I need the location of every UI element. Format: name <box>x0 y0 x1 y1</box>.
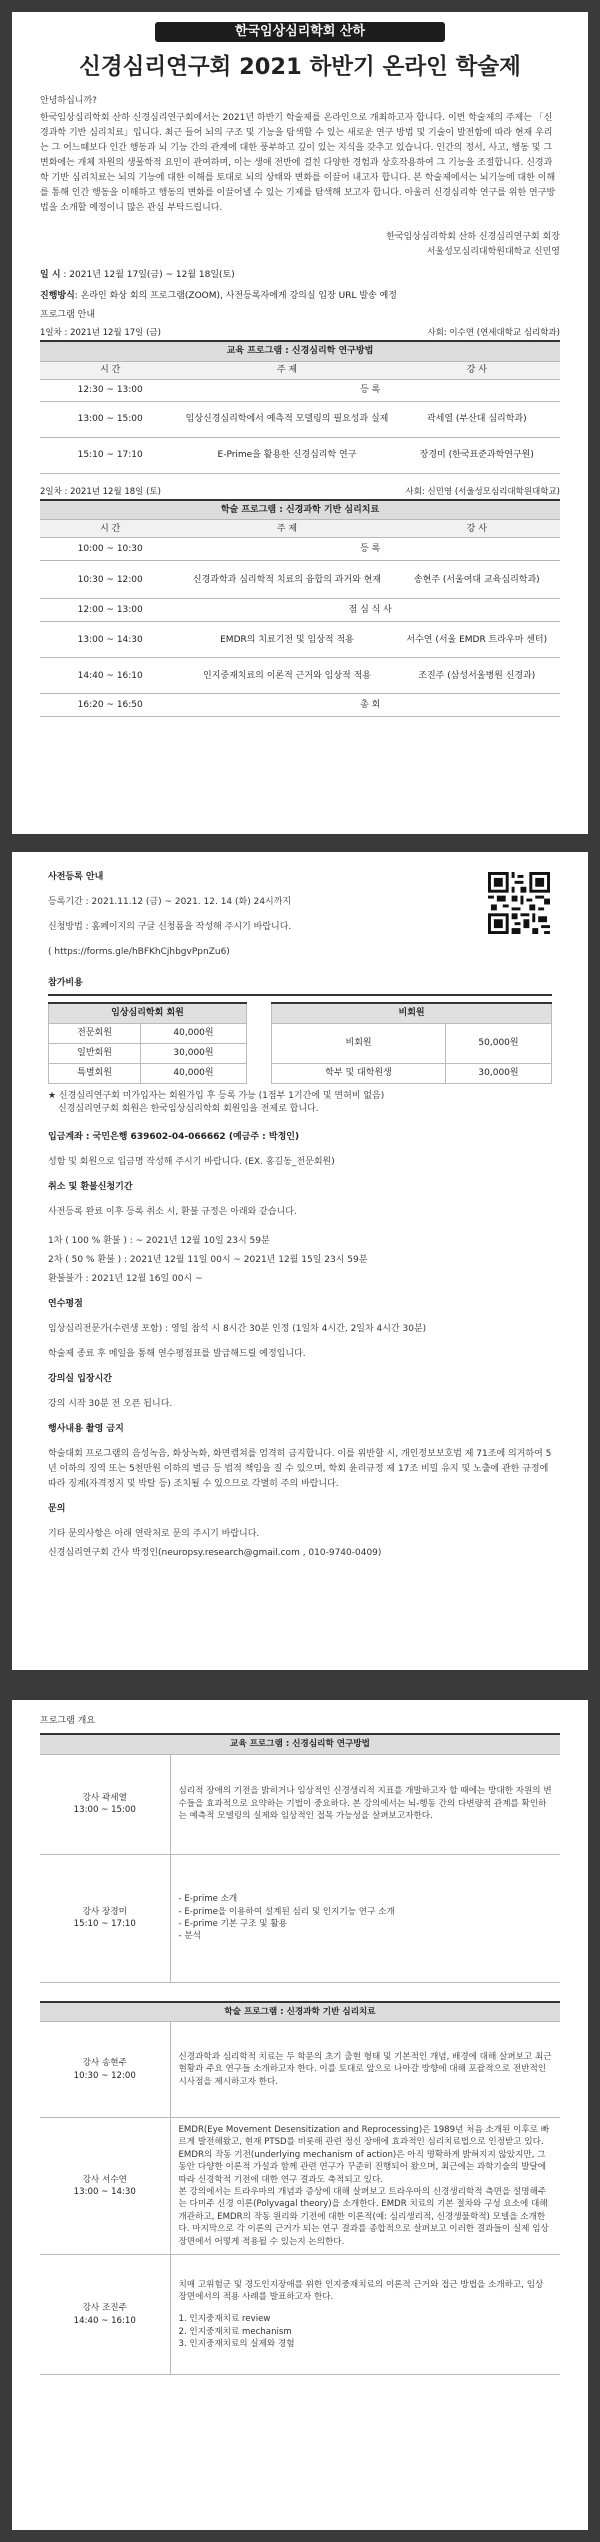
greeting: 안녕하십니까? <box>40 96 97 106</box>
day2-band: 학술 프로그램 : 신경과학 기반 심리치료 <box>40 500 560 520</box>
session-speaker <box>40 2022 170 2118</box>
session-list <box>179 2313 553 2350</box>
row-topic: EMDR의 치료기전 및 임상적 적용 <box>180 622 393 658</box>
entry-heading: 강의실 입장시간 <box>48 1373 112 1384</box>
table-row <box>40 2022 560 2118</box>
row-speaker: 조진주 (삼성서울병원 신경과) <box>394 658 560 694</box>
list-item: - E-prime을 이용하여 설계된 심리 및 인지기능 연구 소개 <box>178 1906 395 1917</box>
fees-nonmember-header: 비회원 <box>272 1003 552 1023</box>
session-desc: 신경과학과 심리학적 치료는 두 학문의 초기 출현 형태 및 기본적인 개념, 배경에 대해 살펴보고 최근 현황과 주요 연구들 소개하고자 한다. 이를 토대로 앞으로 나아갈 방향에 대해 포괄적으로 전반적인 시사점을 제시하고자 한다. <box>170 2022 560 2118</box>
refund-desc: 사전등록 완료 이후 등록 취소 시, 환불 규정은 아래와 같습니다. <box>48 1206 297 1217</box>
table-row <box>40 2255 560 2375</box>
session-desc-text: 치매 고위험군 및 경도인지장애를 위한 인지중재치료의 이론적 근거와 접근 방법을 소개하고, 임상 장면에서의 적용 사례를 발표하고자 한다. <box>178 2279 544 2302</box>
day1-band: 교육 프로그램 : 신경심리학 연구방법 <box>40 341 560 361</box>
list-item: - E-prime 소개 <box>178 1894 238 1905</box>
fee-type: 일반회원 <box>49 1043 141 1063</box>
session-desc <box>170 2255 560 2375</box>
entry-desc: 강의 시작 30분 전 오픈 됩니다. <box>48 1398 173 1409</box>
credit-heading: 연수평점 <box>48 1298 83 1309</box>
table-row <box>40 401 560 437</box>
row-topic: 임상신경심리학에서 예측적 모델링의 필요성과 실제 <box>180 401 393 437</box>
head-topic: 주 제 <box>180 520 393 538</box>
row-time: 13:00 ~ 15:00 <box>40 401 180 437</box>
registration-section <box>48 870 552 960</box>
list-item: - 분석 <box>178 1931 201 1942</box>
date-label: 일 시 <box>40 270 61 280</box>
credit-note: 학술제 종료 후 메일을 통해 연수평점표를 발급해드릴 예정입니다. <box>48 1348 306 1359</box>
fees-divider <box>48 994 552 996</box>
speaker-time: 15:10 ~ 17:10 <box>73 1919 136 1929</box>
row-topic: E-Prime을 활용한 신경심리학 연구 <box>180 437 393 473</box>
overview-band-2: 학술 프로그램 : 신경과학 기반 심리치료 <box>40 2002 560 2022</box>
speaker-time: 13:00 ~ 15:00 <box>73 1805 136 1815</box>
fees-member-header: 임상심리학회 회원 <box>49 1003 247 1023</box>
row-topic: 인지중재치료의 이론적 근거와 임상적 적용 <box>180 658 393 694</box>
registration-heading: 사전등록 안내 <box>48 872 104 882</box>
fee-value: 30,000원 <box>141 1043 247 1063</box>
speaker-time: 10:30 ~ 12:00 <box>73 2070 136 2081</box>
row-speaker: 서수연 (서울 EMDR 트라우마 센터) <box>394 622 560 658</box>
refund-section <box>48 1180 552 1287</box>
fee-value: 30,000원 <box>446 1063 552 1083</box>
speaker-time: 14:40 ~ 16:10 <box>73 2315 136 2326</box>
row-topic: 신경과학과 심리학적 치료의 융합의 과거와 현재 <box>180 561 393 599</box>
fees-spacer <box>247 1003 272 1023</box>
fee-type: 비회원 <box>272 1023 446 1063</box>
poster-page-1 <box>12 12 588 834</box>
head-topic: 주 제 <box>180 361 393 379</box>
prohibit-section <box>48 1422 552 1492</box>
payment-section <box>48 1130 552 1170</box>
refund-heading: 취소 및 환불신청기간 <box>48 1181 133 1192</box>
day2-date: 2일차 : 2021년 12월 18일 (토) <box>40 486 161 497</box>
fees-section <box>48 976 552 1116</box>
row-speaker: 송현주 (서울여대 교육심리학과) <box>394 561 560 599</box>
row-speaker: 장경미 (한국표준과학연구원) <box>394 437 560 473</box>
signature-org: 한국임상심리학회 산하 신경심리연구회 회장 <box>386 232 560 242</box>
fees-spacer <box>247 1043 272 1063</box>
program-label: 프로그램 안내 <box>40 310 96 320</box>
fee-type: 학부 및 대학원생 <box>272 1063 446 1083</box>
prohibit-heading: 행사내용 촬영 금지 <box>48 1423 124 1434</box>
fee-type: 전문회원 <box>49 1023 141 1043</box>
signature <box>40 230 560 260</box>
row-topic: 총 회 <box>180 694 560 717</box>
day2-chair: 사회: 신민영 (서울성모심리대학원대학교) <box>405 486 560 497</box>
session-desc <box>170 1854 560 1982</box>
table-row <box>40 658 560 694</box>
host-banner: 한국임상심리학회 산하 <box>155 22 445 42</box>
registration-period: 등록기간 : 2021.11.12 (금) ~ 2021. 12. 14 (화) 24시까지 <box>48 897 292 907</box>
head-speaker: 강 사 <box>394 520 560 538</box>
day1-chair: 사회: 이수연 (연세대학교 심리학과) <box>427 328 560 338</box>
head-speaker: 강 사 <box>394 361 560 379</box>
payment-note: 성함 및 회원으로 입금명 작성해 주시기 바랍니다. (EX. 홍길동_전문회원) <box>48 1156 335 1167</box>
row-time: 15:10 ~ 17:10 <box>40 437 180 473</box>
table-row <box>40 694 560 717</box>
row-time: 12:00 ~ 13:00 <box>40 599 180 622</box>
row-time: 14:40 ~ 16:10 <box>40 658 180 694</box>
table-row <box>40 599 560 622</box>
session-speaker <box>40 2255 170 2375</box>
method-value: : 온라인 화상 회의 프로그램(ZOOM), 사전등록자에게 강의실 입장 URL 발송 예정 <box>74 291 397 301</box>
row-time: 10:00 ~ 10:30 <box>40 538 180 561</box>
row-topic: 점 심 식 사 <box>180 599 560 622</box>
poster-page-3 <box>12 1700 588 2530</box>
table-row <box>40 2118 560 2255</box>
day1-header <box>40 327 560 340</box>
contact-section <box>48 1502 552 1561</box>
registration-link[interactable]: ( https://forms.gle/hBFKhCjhbgvPpnZu6) <box>48 947 230 957</box>
refund-second: 2차 ( 50 % 환불 ) : 2021년 12월 11일 00시 ~ 2021년 12월 15일 23시 59분 <box>48 1254 368 1265</box>
fees-heading: 참가비용 <box>48 978 83 988</box>
table-row <box>40 561 560 599</box>
method-label: 진행방식 <box>40 291 75 301</box>
prohibit-desc: 학술대회 프로그램의 음성녹음, 화상녹화, 화면캡쳐를 엄격히 금지합니다. 이를 위반할 시, 개인정보보호법 제 71조에 의거하여 5년 이하의 징역 또는 5천만원 이하의 벌금 등 법적 책임을 질 수 있으며, 학회 윤리규정 제 17조 비밀 유지 및 노출에 관한 규정에 따라 징계(자격정지 및 박탈 등) 조치될 수 있으므로 각별히 주의 바랍니다. <box>48 1448 552 1489</box>
day1-date: 1일차 : 2021년 12월 17일 (금) <box>40 328 161 338</box>
list-item: - E-prime 기본 구조 및 활용 <box>178 1919 287 1929</box>
fees-spacer <box>247 1023 272 1043</box>
qr-code-icon[interactable] <box>488 872 550 934</box>
speaker-name: 강사 장경미 <box>82 1906 127 1917</box>
overview-table-2 <box>40 2001 560 2376</box>
row-time: 13:00 ~ 14:30 <box>40 622 180 658</box>
speaker-name: 강사 송현주 <box>82 2058 127 2069</box>
list-item: 3. 인지중재치료의 실제와 경험 <box>178 2339 295 2350</box>
session-speaker <box>40 1754 170 1854</box>
contact-line[interactable]: 신경심리연구회 간사 박정인(neuropsy.research@gmail.com , 010-9740-0409) <box>48 1547 382 1558</box>
row-topic: 등 록 <box>180 379 560 401</box>
table-row <box>40 379 560 401</box>
row-time: 16:20 ~ 16:50 <box>40 694 180 717</box>
day2-header <box>40 486 560 499</box>
fee-type: 특별회원 <box>49 1063 141 1083</box>
row-time: 12:30 ~ 13:00 <box>40 379 180 401</box>
speaker-name: 강사 곽세열 <box>82 1792 127 1803</box>
speaker-name: 강사 조진주 <box>82 2303 127 2314</box>
registration-method: 신청방법 : 홈페이지의 구글 신청폼을 작성해 주시기 바랍니다. <box>48 922 292 932</box>
contact-desc: 기타 문의사항은 아래 연락처로 문의 주시기 바랍니다. <box>48 1528 260 1539</box>
head-time: 시 간 <box>40 520 180 538</box>
event-title: 신경심리연구회 2021 하반기 온라인 학술제 <box>79 54 521 80</box>
session-desc: 심리적 장애의 기전을 밝히거나 임상적인 신경생리적 지표를 개발하고자 할 때에는 방대한 자원의 변수들을 효과적으로 요약하는 기법이 중요하다. 본 강의에서는 뇌-행동 간의 다변량적 관계를 확인하는 예측적 모델링의 실제와 임상적인 접목 가능성을 살펴보고자한다. <box>170 1754 560 1854</box>
speaker-name: 강사 서수연 <box>82 2174 127 2185</box>
fees-note-2: 신경심리연구회 회원은 한국임상심리학회 회원임을 전제로 합니다. <box>58 1103 319 1114</box>
list-item: 1. 인지중재치료 review <box>178 2314 271 2325</box>
credit-desc: 임상심리전문가(수련생 포함) : 영일 참석 시 8시간 30분 인정 (1일차 4시간, 2일차 4시간 30분) <box>48 1323 427 1334</box>
session-speaker <box>40 1854 170 1982</box>
row-topic: 등 록 <box>180 538 560 561</box>
refund-none: 환불불가 : 2021년 12월 16일 00시 ~ <box>48 1273 203 1284</box>
table-row <box>49 1063 552 1083</box>
table-row <box>40 437 560 473</box>
fee-value: 50,000원 <box>446 1023 552 1063</box>
session-speaker <box>40 2118 170 2255</box>
signature-person: 서울성모심리대학원대학교 신민영 <box>426 247 560 257</box>
table-row <box>40 622 560 658</box>
credit-section <box>48 1297 552 1362</box>
session-desc: EMDR(Eye Movement Desensitization and Reprocessing)은 1989년 처음 소개된 이후로 빠르게 발전해왔고, 현재 PTSD를 비롯해 관련 정신 장애에 효과적인 심리치료법으로 인정받고 있다. EMDR의 작동 기전(underlying mechanism of action)은 아직 명확하게 밝혀지지 않았지만, 그 동안 다양한 이론적 가설과 함께 관련 연구가 꾸준히 진행되어 왔으며, 최근에는 과학기술의 발달에 따라 신경학적 기전에 대한 연구 결과도 축적되고 있다. 본 강의에서는 트라우마의 개념과 증상에 대해 살펴보고 트라우마의 신경생리학적 측면을 설명해주는 다미주 신경 이론(Polyvagal theory)을 소개한다. EMDR 치료의 기본 절차와 구성 요소에 대해 개관하고, EMDR의 작동 원리와 기전에 대한 이론적(예: 심리생리적, 신경생물학적) 모델을 소개한다. 마지막으로 각 이론의 근거가 되는 연구 결과를 종합적으로 살펴보고 이러한 결과들이 실제 임상 장면에서 어떻게 적용될 수 있는지 논의한다. <box>170 2118 560 2255</box>
date-line <box>40 268 560 283</box>
fees-spacer <box>247 1063 272 1083</box>
overview-table-1 <box>40 1733 560 1983</box>
method-line <box>40 289 560 304</box>
event-info <box>40 268 560 323</box>
speaker-time: 13:00 ~ 14:30 <box>73 2187 136 2198</box>
poster-page-2 <box>12 852 588 1670</box>
refund-first: 1차 ( 100 % 환불 ) : ~ 2021년 12월 10일 23시 59분 <box>48 1235 270 1246</box>
table-row <box>49 1023 552 1043</box>
row-speaker: 곽세열 (부산대 심리학과) <box>394 401 560 437</box>
entry-section <box>48 1372 552 1412</box>
table-row <box>40 1854 560 1982</box>
head-time: 시 간 <box>40 361 180 379</box>
date-value: : 2021년 12월 17일(금) ~ 12월 18일(토) <box>63 270 235 280</box>
table-row <box>40 538 560 561</box>
fee-value: 40,000원 <box>141 1023 247 1043</box>
table-row <box>40 1754 560 1854</box>
list-item: 2. 인지중재치료 mechanism <box>178 2326 292 2337</box>
intro-text: 한국임상심리학회 산하 신경심리연구회에서는 2021년 하반기 학술제를 온라인으로 개최하고자 합니다. 이번 학술제의 주제는 「신경과학 기반 심리치료」입니다. 최근 들어 뇌의 구조 및 기능을 탐색할 수 있는 새로운 연구 방법 및 기술이 발전함에 따라 현재 우리는 그 어느때보다 인간 행동과 뇌 기능 간의 관계에 대한 풍부하고 깊이 있는 지식을 갖추고 있습니다. 인간의 정서, 사고, 행동 및 그 변화에는 개체 차원의 생물학적 요인이 관여하며, 이는 생애 전반에 걸친 다양한 경험과 상호작용하여 그 기능을 조절합니다. 신경과학 기반 심리치료는 뇌의 기능에 대한 이해를 토대로 뇌의 상태와 변화를 이끌어 내고자 합니다. 본 학술제에서는 뇌기능에 대한 이해를 통해 인간 행동을 이해하고 행동의 변화를 이끌어낼 수 있는 기제를 탐색해 보고자 합니다. 아울러 신경심리학 연구를 위한 연구방법을 소개할 예정이니 많은 관심 부탁드립니다. <box>40 113 556 213</box>
payment-account: 입금계좌 : 국민은행 639602-04-066662 (예금주 : 박정인) <box>48 1131 300 1142</box>
overview-band-1: 교육 프로그램 : 신경심리학 연구방법 <box>40 1734 560 1754</box>
row-time: 10:30 ~ 12:00 <box>40 561 180 599</box>
overview-heading: 프로그램 개요 <box>40 1716 96 1726</box>
day2-table <box>40 499 560 718</box>
day1-table <box>40 340 560 474</box>
fees-note-1: ★ 신경심리연구회 미가입자는 회원가입 후 등록 가능 (1점부 1기간에 및 면허비 없음) <box>48 1090 385 1101</box>
contact-heading: 문의 <box>48 1503 66 1514</box>
fees-table <box>48 1002 552 1084</box>
fee-value: 40,000원 <box>141 1063 247 1083</box>
